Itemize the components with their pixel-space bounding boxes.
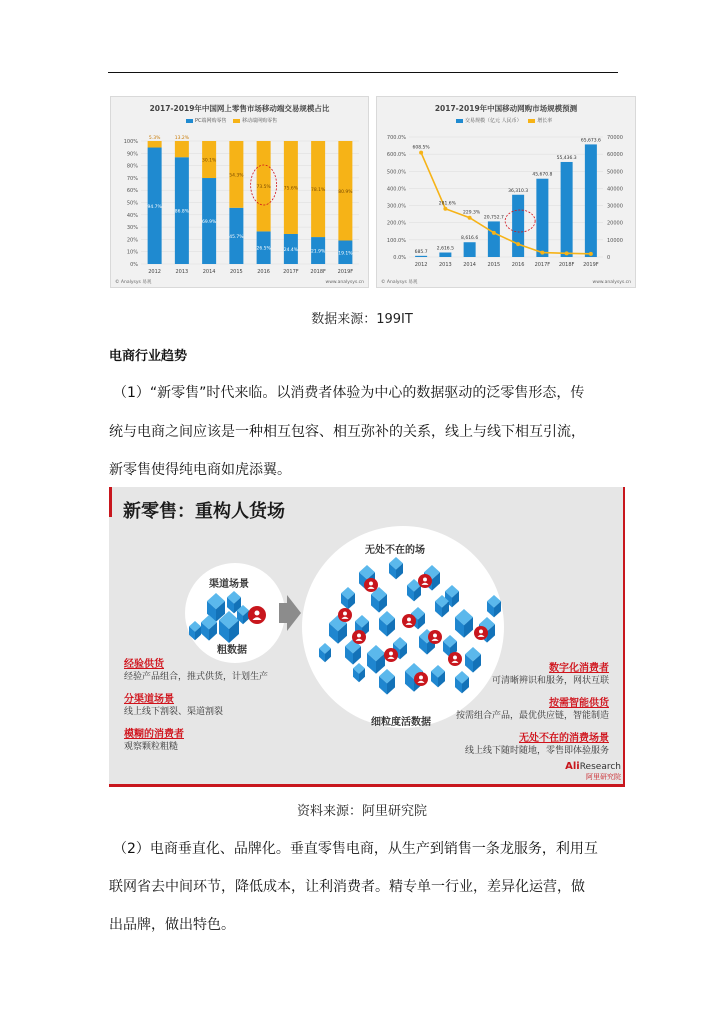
y-left-tick-label: 700.0% — [386, 135, 406, 141]
x-tick-label: 2016 — [511, 262, 525, 268]
chart-title: 2017-2019年中国网上零售市场移动端交易规模占比 — [149, 104, 330, 113]
consumer-head — [343, 612, 347, 616]
data-label-growth: 608.5% — [412, 145, 430, 151]
aliresearch-logo — [565, 759, 621, 782]
consumer-head — [389, 652, 393, 656]
bar-volume — [512, 195, 524, 257]
right-item-desc: 按需组合产品，最优供应链，智能制造 — [455, 711, 609, 721]
left-item-title: 模糊的消费者 — [124, 729, 184, 740]
figure-title: 新零售：重构人货场 — [123, 501, 285, 522]
small-circle-label-top: 渠道场景 — [209, 579, 249, 590]
growth-point — [468, 216, 472, 220]
data-label-mobile: 75.6% — [283, 186, 299, 192]
x-tick-label: 2015 — [230, 269, 243, 275]
x-tick-label: 2017F — [534, 262, 551, 268]
y-right-tick-label: 50000 — [607, 169, 623, 176]
chart-footer-source: © Analysys 易观 — [381, 280, 418, 285]
left-item-desc: 观察颗粒粗糙 — [124, 742, 179, 752]
x-tick-label: 2017F — [283, 269, 299, 275]
chart-caption: 数据来源：199IT — [311, 312, 413, 327]
growth-point — [565, 251, 569, 255]
bar-volume — [536, 179, 548, 257]
legend-label-growth: 增长率 — [537, 118, 553, 124]
data-label-volume: 36,310.3 — [508, 188, 529, 194]
y-tick-label: 100% — [123, 139, 138, 145]
logo-brand: Ali — [565, 761, 580, 772]
x-tick-label: 2012 — [148, 269, 161, 275]
new-retail-figure — [109, 487, 625, 787]
growth-point — [443, 207, 447, 211]
y-left-tick-label: 300.0% — [386, 203, 406, 210]
y-right-tick-label: 40000 — [607, 186, 623, 193]
chart-footer-url: www.analysys.cn — [592, 280, 631, 285]
y-tick-label: 30% — [126, 225, 138, 232]
data-label-pc: 69.9% — [201, 220, 217, 226]
chart-footer-source: © Analysys 易观 — [115, 280, 152, 285]
right-item-title: 数字化消费者 — [549, 663, 609, 674]
paragraph-1-line-2: 统与电商之间应该是一种相互包容、相互弥补的关系，线上与线下相互引流， — [109, 424, 585, 440]
consumer-icon — [364, 578, 378, 592]
bar-mobile — [175, 141, 189, 157]
right-item-title: 无处不在的消费场景 — [519, 733, 609, 744]
consumer-icon — [384, 648, 398, 662]
data-label-pc: 21.9% — [310, 249, 326, 255]
x-tick-label: 2018F — [310, 269, 326, 275]
consumer-icon — [414, 672, 428, 686]
right-item-desc: 可清晰辨识和服务，网状互联 — [491, 676, 609, 686]
data-label-growth: 281.6% — [438, 201, 456, 207]
data-label-pc: 24.4% — [283, 247, 299, 253]
y-left-tick-label: 100.0% — [386, 237, 406, 244]
mobile-market-size-chart — [376, 96, 636, 288]
y-right-tick-label: 70000 — [607, 135, 623, 141]
x-tick-label: 2019F — [337, 269, 354, 275]
consumer-icon — [248, 606, 266, 624]
y-right-tick-label: 60000 — [607, 152, 623, 159]
y-tick-label: 90% — [126, 151, 138, 158]
bar-volume — [585, 144, 597, 257]
y-right-tick-label: 0 — [607, 255, 611, 261]
data-label-mobile: 54.3% — [229, 173, 244, 179]
consumer-icon — [418, 574, 432, 588]
x-tick-label: 2015 — [487, 262, 501, 268]
figure-caption: 资料来源：阿里研究院 — [296, 804, 427, 819]
consumer-head — [254, 611, 259, 616]
consumer-icon — [402, 614, 416, 628]
y-tick-label: 60% — [126, 188, 138, 195]
data-label-mobile: 78.1% — [310, 188, 326, 194]
x-tick-label: 2016 — [257, 269, 270, 275]
data-label-volume: 55,436.3 — [556, 155, 577, 161]
consumer-head — [433, 634, 437, 638]
data-label-mobile: 80.9% — [338, 189, 353, 195]
right-item-title: 按需智能供货 — [549, 698, 609, 709]
y-right-tick-label: 20000 — [607, 220, 623, 227]
paragraph-1-line-1: （1）“新零售”时代来临。以消费者体验为中心的数据驱动的泛零售形态，传 — [113, 385, 585, 401]
y-tick-label: 80% — [126, 163, 138, 170]
consumer-head — [419, 676, 423, 680]
y-left-tick-label: 200.0% — [386, 220, 406, 227]
consumer-head — [479, 630, 483, 634]
data-label-volume: 2,616.5 — [436, 246, 454, 252]
data-label-volume: 20,752.7 — [483, 215, 504, 221]
chart-footer-url: www.analysys.cn — [325, 280, 364, 285]
y-tick-label: 0% — [130, 262, 138, 268]
paragraph-2-line-3: 出品牌，做出特色。 — [109, 917, 235, 933]
y-tick-label: 50% — [126, 200, 138, 207]
data-label-mobile: 5.3% — [148, 136, 161, 141]
data-label-growth: 229.3% — [463, 210, 481, 216]
header-rule — [108, 72, 618, 73]
consumer-icon — [474, 626, 488, 640]
big-circle-label-bottom: 细粒度活数据 — [371, 717, 431, 728]
bar-volume — [488, 221, 500, 257]
y-left-tick-label: 400.0% — [386, 186, 406, 193]
bar-volume — [464, 242, 476, 257]
logo-research: Research — [579, 762, 621, 772]
x-tick-label: 2019F — [583, 262, 599, 268]
x-tick-label: 2012 — [414, 262, 428, 268]
logo-sub: 阿里研究院 — [586, 773, 621, 781]
y-tick-label: 70% — [126, 175, 138, 182]
data-label-volume: 8,616.6 — [461, 236, 479, 242]
consumer-head — [453, 656, 457, 660]
growth-point — [516, 242, 520, 246]
y-right-tick-label: 10000 — [607, 237, 623, 244]
data-label-pc: 94.7% — [147, 204, 162, 210]
data-label-volume: 65,673.6 — [580, 138, 601, 144]
paragraph-1-line-3: 新零售使得纯电商如虎添翼。 — [109, 462, 291, 478]
growth-point — [540, 251, 544, 255]
consumer-icon — [448, 652, 462, 666]
data-label-pc: 26.5% — [256, 246, 271, 252]
y-tick-label: 10% — [126, 249, 138, 256]
data-label-volume: 45,670.8 — [532, 172, 553, 178]
left-item-desc: 经验产品组合，推式供货，计划生产 — [124, 672, 269, 682]
consumer-icon — [352, 630, 366, 644]
left-item-title: 分渠道场景 — [124, 694, 174, 705]
legend-label-pc: PC端网购零售 — [195, 118, 227, 124]
data-label-pc: 45.7% — [229, 234, 244, 240]
data-label-pc: 86.8% — [174, 209, 190, 215]
consumer-head — [407, 618, 411, 622]
x-tick-label: 2018F — [558, 262, 575, 268]
y-left-tick-label: 0.0% — [393, 255, 406, 261]
chart-plot — [111, 97, 368, 287]
consumer-head — [423, 578, 427, 582]
left-item-title: 经验供货 — [124, 659, 164, 670]
consumer-head — [357, 634, 361, 638]
x-tick-label: 2014 — [202, 269, 216, 275]
growth-point — [492, 231, 496, 235]
growth-point — [419, 151, 423, 155]
data-label-mobile: 13.2% — [174, 136, 190, 141]
consumer-head — [369, 582, 373, 586]
chart-title: 2017-2019年中国移动网购市场规模预测 — [434, 104, 578, 113]
bar-volume — [439, 253, 451, 257]
legend-label-volume: 交易规模（亿元 人民币） — [465, 118, 522, 124]
y-tick-label: 40% — [126, 212, 138, 219]
paragraph-2-line-1: （2）电商垂直化、品牌化。垂直零售电商，从生产到销售一条龙服务，利用互 — [113, 841, 598, 857]
bar-volume — [415, 256, 427, 257]
growth-point — [589, 252, 593, 256]
right-item-desc: 线上线下随时随地，零售即体验服务 — [464, 746, 609, 756]
y-left-tick-label: 500.0% — [386, 169, 406, 176]
paragraph-2-line-2: 联网省去中间环节，降低成本，让利消费者。精专单一行业，差异化运营，做 — [109, 879, 585, 895]
y-left-tick-label: 600.0% — [386, 152, 406, 159]
small-circle-label-bottom: 粗数据 — [217, 645, 247, 656]
consumer-icon — [338, 608, 352, 622]
bar-mobile — [148, 141, 162, 148]
x-tick-label: 2014 — [463, 262, 476, 268]
section-heading: 电商行业趋势 — [109, 349, 188, 364]
big-circle-label-top: 无处不在的场 — [365, 545, 425, 556]
legend-label-mobile: 移动端网购零售 — [242, 118, 278, 124]
bar-volume — [561, 162, 573, 257]
chart-plot — [377, 97, 635, 287]
mobile-share-chart — [110, 96, 369, 288]
x-tick-label: 2013 — [175, 269, 189, 275]
x-tick-label: 2013 — [439, 262, 452, 268]
y-right-tick-label: 30000 — [607, 203, 623, 210]
left-item-desc: 线上线下割裂、渠道割裂 — [124, 707, 224, 717]
y-tick-label: 20% — [126, 237, 138, 244]
data-label-volume: 685.7 — [414, 249, 428, 255]
data-label-mobile: 30.1% — [201, 158, 217, 164]
data-label-pc: 19.1% — [338, 251, 353, 257]
consumer-icon — [428, 630, 442, 644]
data-label-mobile: 73.5% — [256, 185, 271, 191]
